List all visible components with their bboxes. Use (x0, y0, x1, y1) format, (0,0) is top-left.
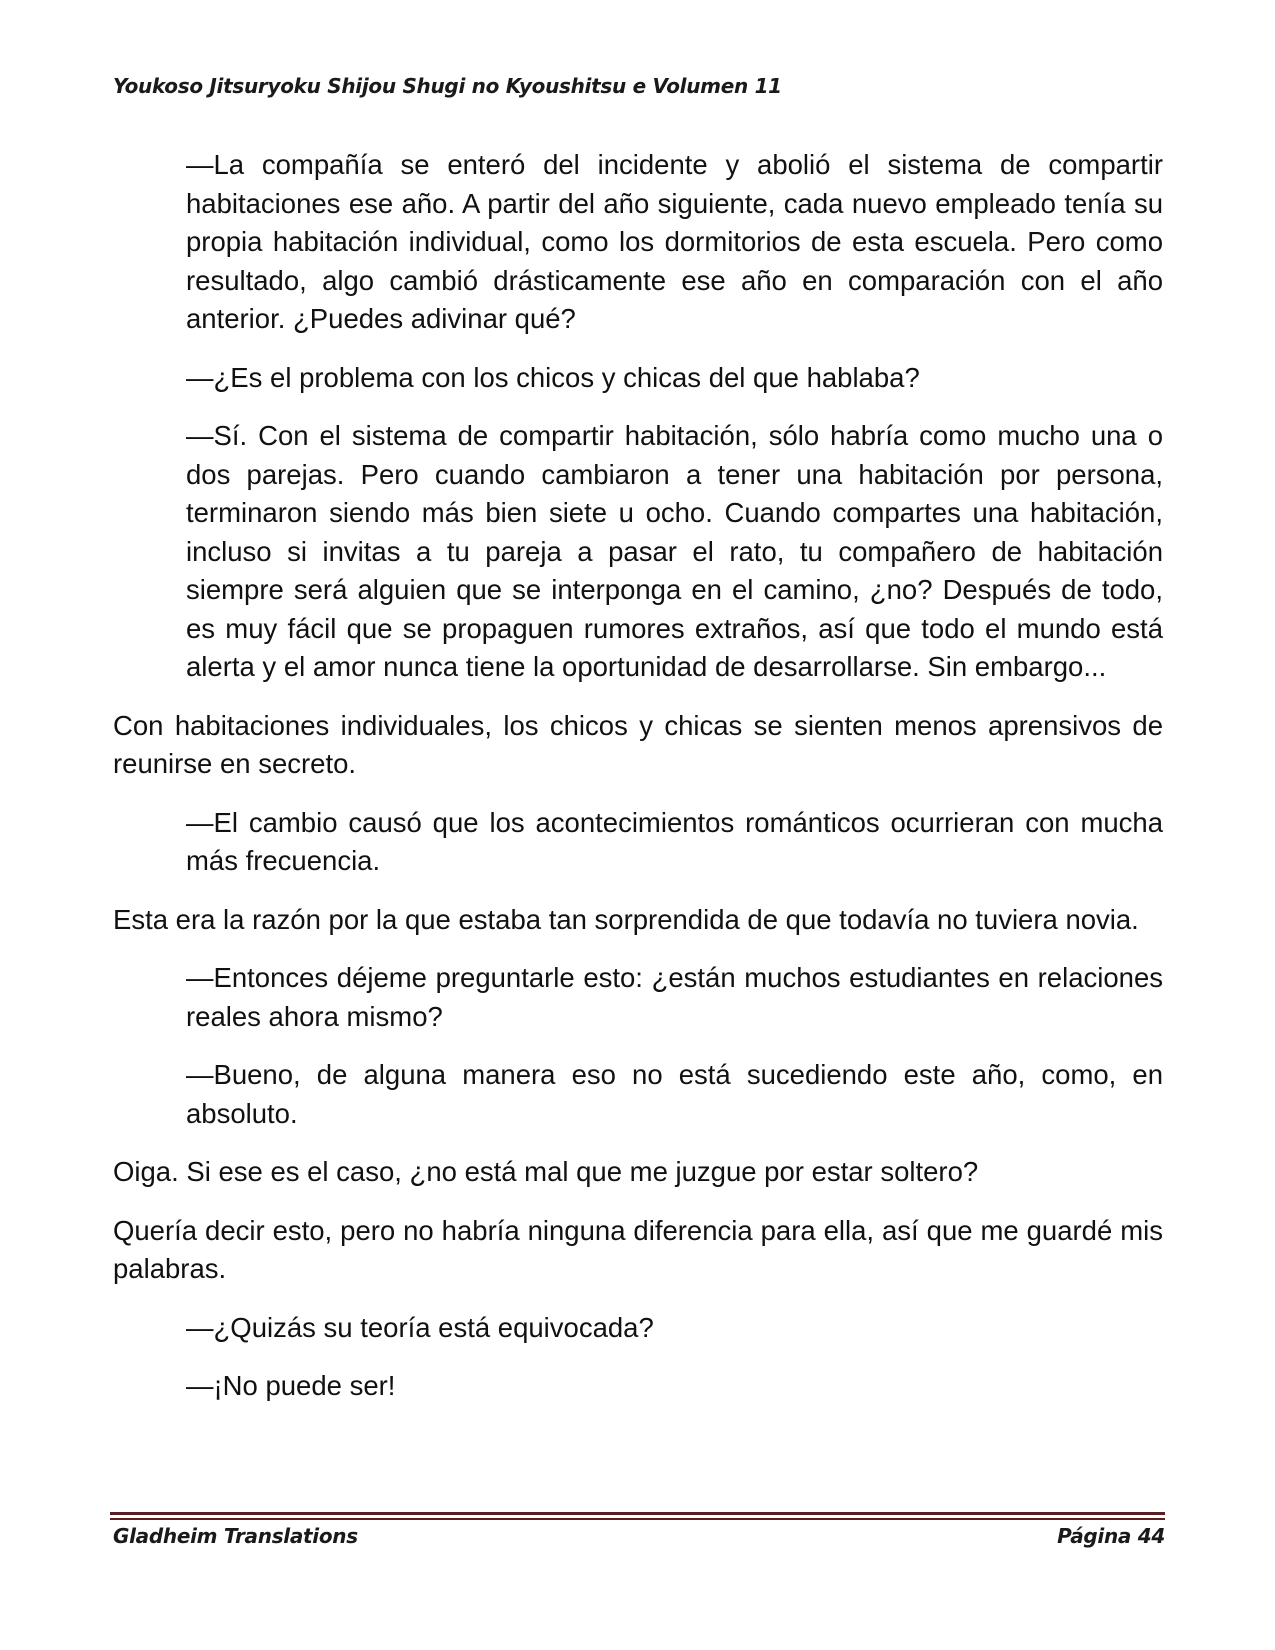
paragraph: —¡No puede ser! (186, 1370, 396, 1401)
paragraph: —El cambio causó que los acontecimientos románticos ocurrieran con mucha más frecuencia. (186, 806, 1163, 876)
paragraph: —¿Es el problema con los chicos y chicas del que hablaba? (186, 361, 920, 393)
paragraph: —Sí. Con el sistema de compartir habitación, sólo habría como mucho una o dos parejas. Pero cuando cambiaron a tener una habitación por persona, terminaron siendo más bien siete u ocho. Cuando compartes una habitación, incluso si invitas a tu pareja a pasar el rato, tu compañero de habitación siempre será alguien que se interponga en el camino, ¿no? Después de todo, es muy fácil que se propaguen rumores extraños, así que todo el mundo está alerta y el amor nunca tiene la oportunidad de desarrollarse. Sin embargo... (186, 420, 1163, 682)
paragraph: Quería decir esto, pero no habría ninguna diferencia para ella, así que me guardé mis palabras. (113, 1214, 1163, 1284)
page-body (113, 146, 1163, 1426)
paragraph: —Bueno, de alguna manera eso no está sucediendo este año, como, en absoluto. (186, 1059, 1163, 1129)
footer-translator-credit: Gladheim Translations (113, 1524, 358, 1548)
paragraph: —Entonces déjeme preguntarle esto: ¿están muchos estudiantes en relaciones reales ahora mismo? (186, 962, 1163, 1032)
paragraph: Esta era la razón por la que estaba tan sorprendida de que todavía no tuviera novia. (113, 903, 1139, 935)
footer-page-number: Página 44 (1057, 1524, 1165, 1548)
paragraph: —¿Quizás su teoría está equivocada? (186, 1311, 654, 1343)
paragraph: —La compañía se enteró del incidente y abolió el sistema de compartir habitaciones ese año. A partir del año siguiente, cada nuevo empleado tenía su propia habitación individual, como los dormitorios de esta escuela. Pero como resultado, algo cambió drásticamente ese año en comparación con el año anterior. ¿Puedes adivinar qué? (186, 149, 1163, 334)
footer-divider-thick (110, 1512, 1165, 1515)
paragraph: Con habitaciones individuales, los chicos y chicas se sienten menos aprensivos de reunirse en secreto. (113, 709, 1163, 779)
page-header-title: Youkoso Jitsuryoku Shijou Shugi no Kyoushitsu e Volumen 11 (113, 74, 782, 98)
footer-divider-thin (110, 1518, 1165, 1520)
paragraph: Oiga. Si ese es el caso, ¿no está mal que me juzgue por estar soltero? (113, 1156, 979, 1187)
